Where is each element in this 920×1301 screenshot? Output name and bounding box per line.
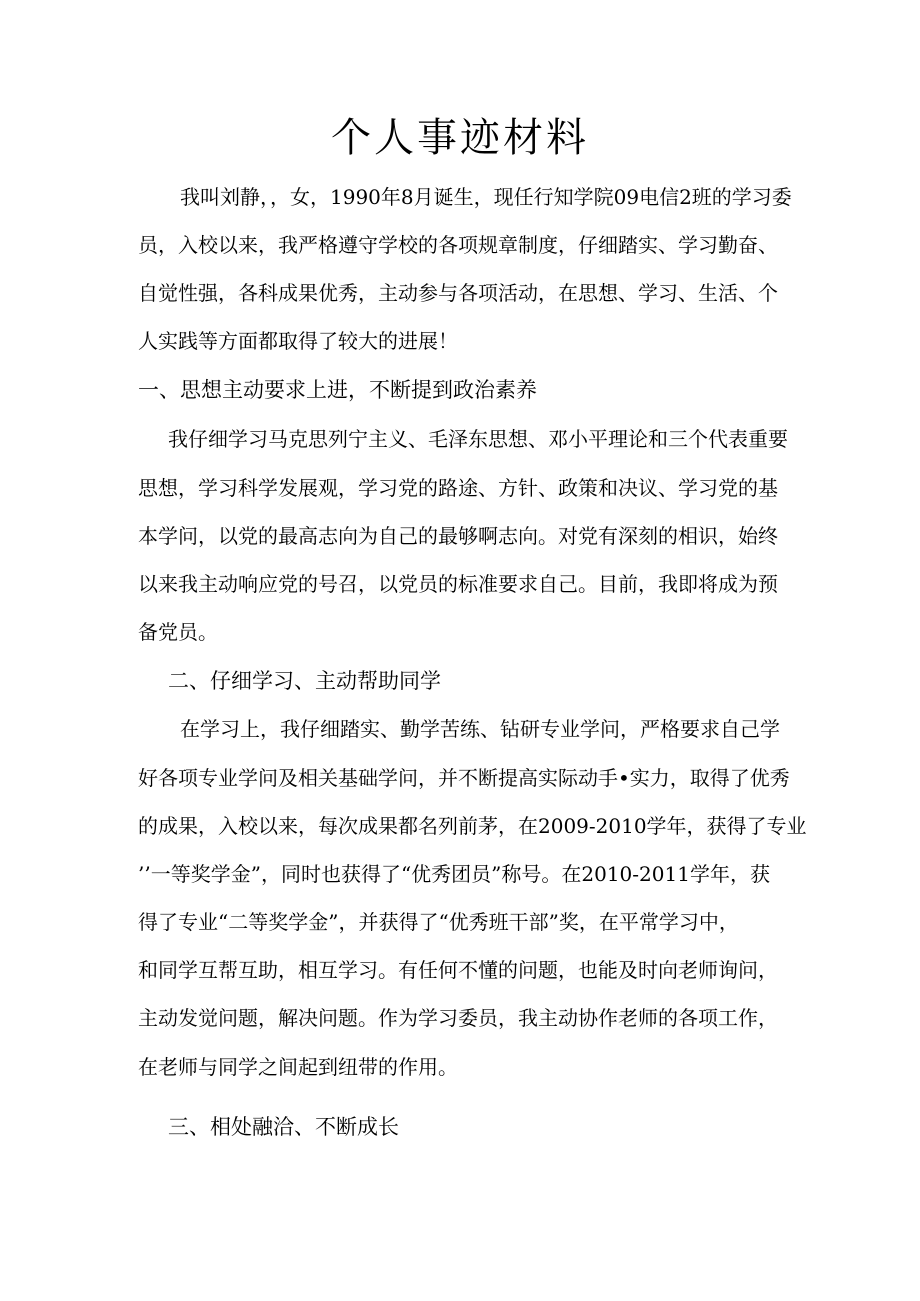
section-1-line-1: 我仔细学习马克思列宁主义、毛泽东思想、邓小平理论和三个代表重要 [168,427,788,451]
section-1-heading: 一、思想主动要求上进，不断提到政治素养 [138,378,537,402]
section-2-line-2: 好各项专业学问及相关基础学问，并不断提高实际动手•实力，取得了优秀 [138,766,790,790]
document-title: 个人事迹材料 [331,115,589,161]
section-2-line-7: 主动发觉问题，解决问题。作为学习委员，我主动协作老师的各项工作， [138,1006,778,1030]
intro-line-2: 员，入校以来，我严格遵守学校的各项规章制度，仔细踏实、学习勤奋、 [138,233,778,257]
section-2-line-4: ’’一等奖学金”，同时也获得了“优秀团员”称号。在2010-2011学年，获 [138,862,770,886]
intro-line-4: 人实践等方面都取得了较大的进展！ [138,329,458,353]
section-1-line-5: 备党员。 [138,620,218,644]
section-2-line-6: 和同学互帮互助，相互学习。有任何不懂的问题，也能及时向老师询问， [138,958,778,982]
section-2-line-1: 在学习上，我仔细踏实、勤学苦练、钻研专业学问，严格要求自己学 [180,717,780,741]
section-2-line-5: 得了专业“二等奖学金”，并获得了“优秀班干部”奖，在平常学习中， [138,910,739,934]
section-1-line-4: 以来我主动响应党的号召，以党员的标准要求自己。目前，我即将成为预 [138,572,778,596]
intro-line-3: 自觉性强，各科成果优秀，主动参与各项活动，在思想、学习、生活、个 [138,281,778,305]
section-2-line-3: 的成果，入校以来，每次成果都名列前茅，在2009-2010学年，获得了专业 [138,814,807,838]
section-2-line-8: 在老师与同学之间起到纽带的作用。 [138,1055,458,1079]
section-1-line-2: 思想，学习科学发展观，学习党的路途、方针、政策和决议、学习党的基 [138,476,778,500]
section-2-heading: 二、仔细学习、主动帮助同学 [168,669,441,693]
intro-line-1: 我叫刘静，，女，1990年8月诞生，现任行知学院09电信2班的学习委 [180,185,792,209]
section-1-line-3: 本学问，以党的最高志向为自己的最够啊志向。对党有深刻的相识，始终 [138,524,778,548]
section-3-heading: 三、相处融洽、不断成长 [168,1115,399,1139]
